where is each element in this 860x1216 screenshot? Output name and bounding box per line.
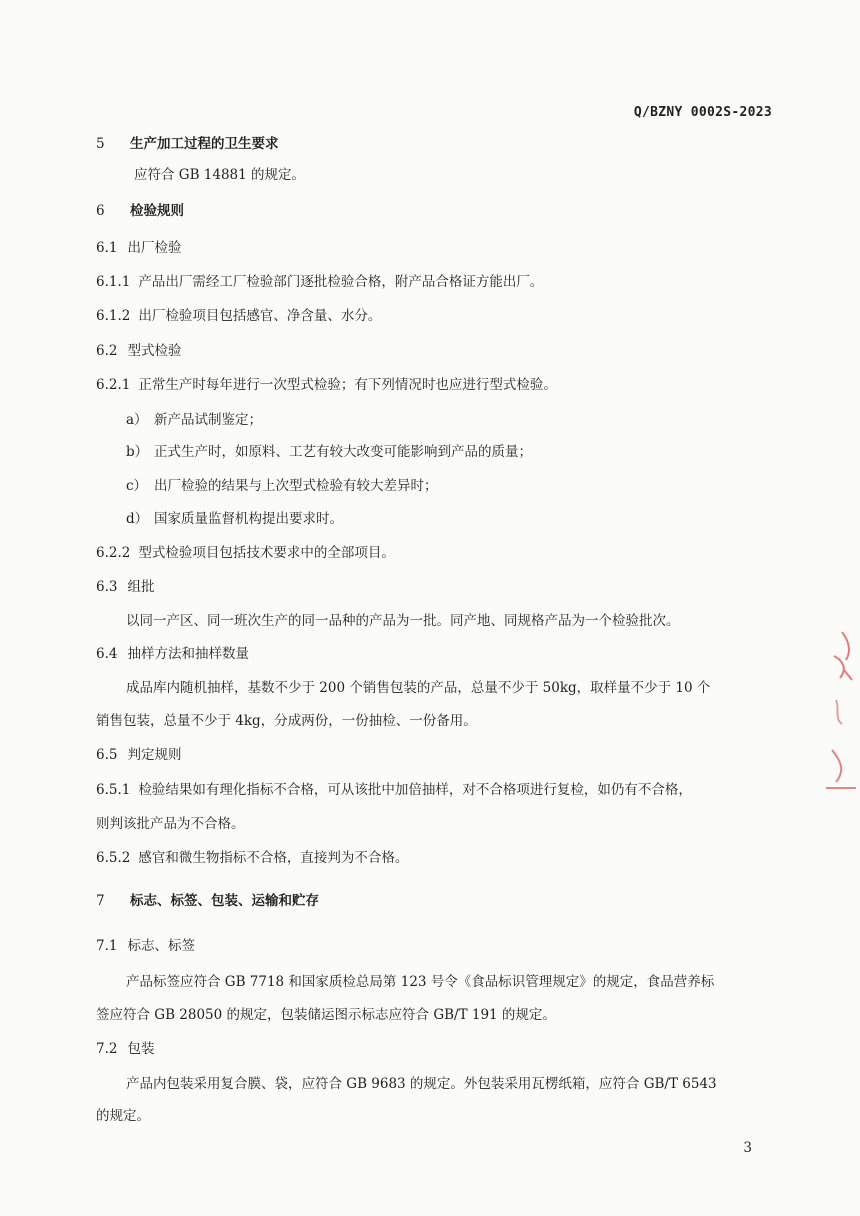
list-label: d） — [126, 511, 149, 527]
section-6-heading — [96, 201, 184, 221]
clause-text: 型式检验项目包括技术要求中的全部项目。 — [138, 545, 395, 561]
section-7-1-heading — [96, 936, 195, 956]
clause-text: 产品出厂需经工厂检验部门逐批检验合格，附产品合格证方能出厂。 — [138, 274, 544, 290]
section-5-text: 应符合 GB 14881 的规定。 — [134, 167, 306, 183]
section-7-2-heading — [96, 1039, 154, 1059]
standard-code: Q/BZNY 0002S-2023 — [633, 105, 772, 120]
clause-number: 6.1.2 — [96, 308, 131, 324]
clause-6-5-1-line2: 则判该批产品为不合格。 — [96, 816, 245, 832]
section-7-1-text-line1: 产品标签应符合 GB 7718 和国家质检总局第 123 号令《食品标识管理规定》的规定，食品营养标 — [126, 974, 715, 990]
clause-6-5-2 — [96, 848, 408, 868]
subsection-number: 6.2 — [96, 343, 118, 359]
section-6-4-heading — [96, 644, 249, 664]
section-6-1-heading — [96, 238, 181, 258]
list-item-b — [126, 442, 532, 462]
list-text: 出厂检验的结果与上次型式检验有较大差异时； — [154, 478, 438, 494]
clause-6-2-1 — [96, 375, 557, 395]
section-6-5-heading — [96, 745, 181, 765]
clause-number: 6.5.2 — [96, 850, 131, 866]
section-6-3-heading — [96, 577, 154, 597]
section-5-heading — [96, 134, 279, 154]
section-7-1-text-line2: 签应符合 GB 28050 的规定，包装储运图示标志应符合 GB/T 191 的规定。 — [96, 1007, 556, 1023]
clause-6-1-2 — [96, 306, 381, 326]
clause-text: 检验结果如有理化指标不合格，可从该批中加倍抽样，对不合格项进行复检，如仍有不合格， — [138, 782, 692, 798]
section-7-heading — [96, 891, 319, 911]
clause-text: 出厂检验项目包括感官、净含量、水分。 — [138, 308, 382, 324]
clause-6-2-2 — [96, 543, 395, 563]
list-label: b） — [126, 444, 149, 460]
subsection-number: 7.2 — [96, 1041, 118, 1057]
section-title: 检验规则 — [130, 203, 184, 219]
subsection-title: 组批 — [127, 579, 155, 595]
subsection-number: 7.1 — [96, 938, 118, 954]
subsection-title: 型式检验 — [127, 343, 182, 359]
subsection-number: 6.3 — [96, 579, 118, 595]
clause-number: 6.1.1 — [96, 274, 131, 290]
subsection-title: 标志、标签 — [127, 938, 195, 954]
clause-text: 正常生产时每年进行一次型式检验；有下列情况时也应进行型式检验。 — [138, 377, 557, 393]
subsection-number: 6.1 — [96, 240, 118, 256]
red-seal-fragment — [822, 620, 860, 790]
clause-number: 6.2.1 — [96, 377, 131, 393]
section-6-4-text-line2: 销售包装，总量不少于 4kg，分成两份，一份抽检、一份备用。 — [96, 713, 477, 729]
section-6-2-heading — [96, 341, 181, 361]
subsection-number: 6.4 — [96, 646, 118, 662]
list-label: c） — [126, 478, 148, 494]
clause-text: 感官和微生物指标不合格，直接判为不合格。 — [138, 850, 409, 866]
clause-6-1-1 — [96, 272, 543, 292]
list-item-d — [126, 509, 343, 529]
section-title: 标志、标签、包装、运输和贮存 — [130, 893, 319, 909]
section-number: 5 — [96, 136, 105, 152]
section-title: 生产加工过程的卫生要求 — [130, 136, 279, 152]
section-number: 6 — [96, 203, 105, 219]
list-item-a — [126, 410, 262, 430]
section-6-4-text-line1: 成品库内随机抽样，基数不少于 200 个销售包装的产品，总量不少于 50kg，取样量不少于 10 个 — [126, 680, 711, 696]
list-item-c — [126, 476, 438, 496]
clause-number: 6.2.2 — [96, 545, 131, 561]
clause-6-5-1-line1 — [96, 780, 692, 800]
subsection-number: 6.5 — [96, 747, 118, 763]
list-text: 国家质量监督机构提出要求时。 — [154, 511, 343, 527]
list-label: a） — [126, 412, 148, 428]
list-text: 新产品试制鉴定； — [154, 412, 262, 428]
section-number: 7 — [96, 893, 105, 909]
subsection-title: 包装 — [127, 1041, 155, 1057]
list-text: 正式生产时，如原料、工艺有较大改变可能影响到产品的质量； — [154, 444, 532, 460]
subsection-title: 抽样方法和抽样数量 — [127, 646, 249, 662]
clause-number: 6.5.1 — [96, 782, 131, 798]
section-7-2-text-line2: 的规定。 — [96, 1108, 150, 1124]
subsection-title: 出厂检验 — [127, 240, 182, 256]
subsection-title: 判定规则 — [127, 747, 182, 763]
section-7-2-text-line1: 产品内包装采用复合膜、袋，应符合 GB 9683 的规定。外包装采用瓦楞纸箱，应符合 GB/T 6543 — [126, 1076, 717, 1092]
section-6-3-text: 以同一产区、同一班次生产的同一品种的产品为一批。同产地、同规格产品为一个检验批次。 — [126, 613, 680, 629]
page-number: 3 — [743, 1140, 752, 1156]
